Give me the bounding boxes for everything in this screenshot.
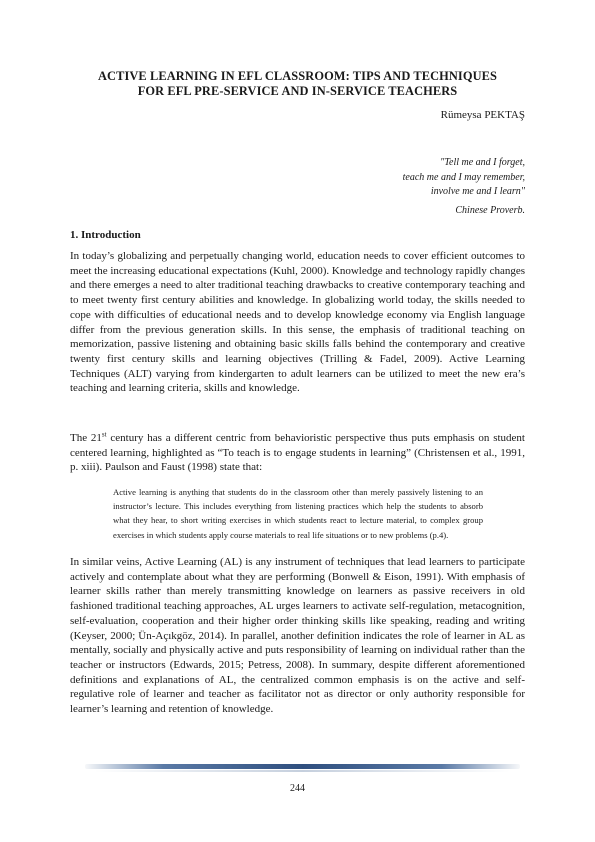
epigraph-line: involve me and I learn" [430,186,525,197]
paragraph-21st-century [70,431,525,475]
block-quote: Active learning is anything that students do in the classroom other than merely passively listening to an instructor’s lecture. This includes everything from listening practices which help the students to absorb what they hear, to short writing exercises in which students react to lecture material, to complex group exercises in which students apply course materials to real life situations or to new problems (p.4). [113,487,483,540]
title-line-1: ACTIVE LEARNING IN EFL CLASSROOM: TIPS AND TECHNIQUES [97,69,497,83]
section-heading: 1. Introduction [70,229,141,241]
epigraph-line: teach me and I may remember, [402,171,525,183]
page-number: 244 [290,783,305,794]
footer-divider [85,764,520,769]
paragraph-active-learning: In similar veins, Active Learning (AL) is any instrument of techniques that lead learners to participate actively and contemplate about what they are performing (Bonwell & Eison, 1991). With emphasis of learner skills rather than merely transmitting knowledge on learners as passive receivers in old fashioned traditional teaching approaches, AL urges learners to activate self-regulation, metacognition, self-evaluation, cooperation and their higher order thinking skills like speaking, reading and writing (Keyser, 2000; Ün-Açıkgöz, 2014). In parallel, another definition indicates the role of learner in AL as mentally, socially and physically active and puts responsibility of learning on individual rather than the teacher or instructors (Edwards, 2015; Petress, 2008). In summary, despite different aforementioned definitions and explanations of AL, the centralized common emphasis is on the active and self-regulative role of learner and teacher as facilitator not as director or only authority responsible for learner’s learning and retention of knowledge. [70,556,525,716]
paragraph-introduction: In today’s globalizing and perpetually changing world, education needs to cover efficient outcomes to meet the increasing educational expectations (Kuhl, 2000). Knowledge and technology rapidly changes and there emerges a need to alter traditional teaching drawbacks to creative contemporary teaching and to meet twenty first century abilities and knowledge. In globalizing world today, the skills needed to cope with difficulties of educational needs and to develop knowledge economy via English language differ from the previous generation skills. In this sense, the emphasis of traditional teaching on memorization, passive listening and obtaining basic skills falls behind the contemporary and creative twenty first century skills and learning objectives (Trilling & Fadel, 2009). Active Learning Techniques (ALT) varying from kindergarten to adult learners can be utilized to meet the new era’s teaching and learning criteria, skills and knowledge. [70,250,525,395]
author-name: Rümeysa PEKTAŞ [440,109,525,121]
title-line-2: FOR EFL PRE-SERVICE AND IN-SERVICE TEACHERS [137,84,458,98]
epigraph [403,156,525,218]
footer-divider-shadow [95,770,510,772]
paragraph-lead: The 21 [70,432,102,444]
epigraph-line: "Tell me and I forget, [440,157,525,168]
ordinal-superscript: st [101,430,107,439]
paper-title [60,69,535,99]
epigraph-source: Chinese Proverb. [455,204,525,216]
paragraph-rest: century has a different centric from behavioristic perspective thus puts emphasis on student centered learning, highlighted as “To teach is to engage students in learning” (Christensen et al., 1991, p. xiii). Paulson and Faust (1998) state that: [70,432,525,474]
